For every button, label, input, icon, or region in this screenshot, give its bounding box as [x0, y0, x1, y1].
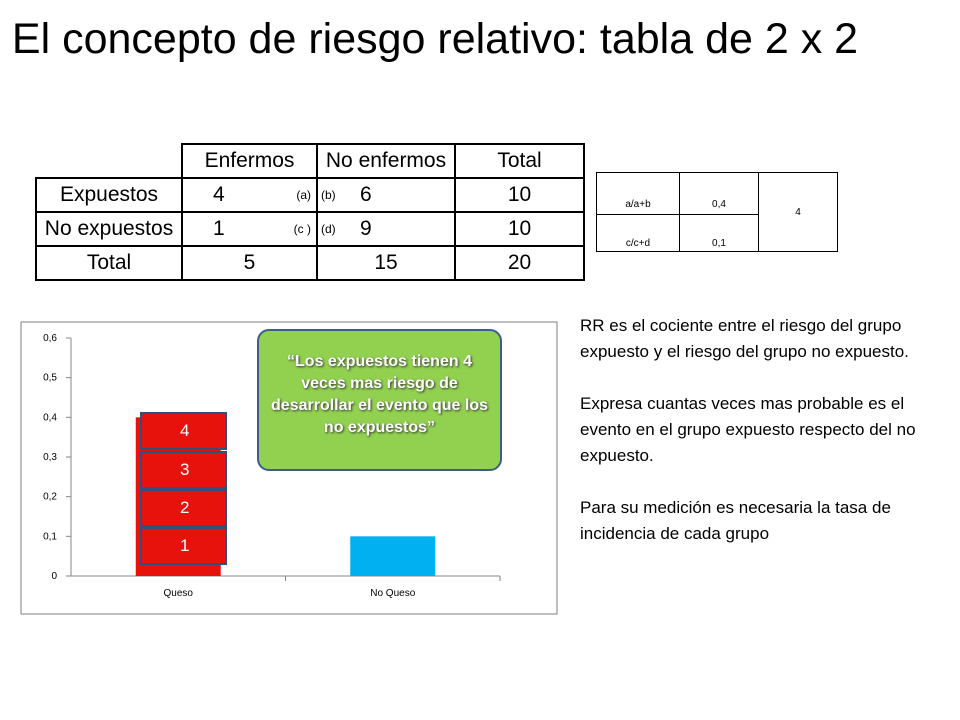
- cell-total-no-expuestos: 10: [455, 212, 584, 246]
- explanation-paragraph-2: Expresa cuantas veces mas probable es el evento en el grupo expuesto respecto del no expuesto.: [580, 394, 916, 465]
- risk-multiple-box-4: 4: [140, 412, 227, 450]
- header-total: Total: [455, 144, 584, 178]
- cell-grand-total: 20: [455, 246, 584, 280]
- table-row: [36, 178, 584, 212]
- ratio-formula-2: c/c+d: [597, 215, 680, 252]
- y-tick-label: 0: [51, 571, 57, 582]
- x-tick-label: No Queso: [370, 588, 416, 599]
- callout-bubble: [257, 329, 502, 471]
- x-tick-label: Queso: [163, 588, 193, 599]
- slide-title: El concepto de riesgo relativo: tabla de 2 x 2: [11, 15, 859, 63]
- table-corner: [36, 144, 182, 178]
- row-label-total: Total: [36, 246, 182, 280]
- bar-no-queso: [350, 536, 435, 576]
- risk-multiple-box-2: 2: [140, 489, 227, 527]
- y-tick-label: 0,5: [43, 372, 57, 384]
- tag-d: (d): [321, 222, 336, 236]
- y-tick-label: 0,1: [43, 531, 57, 543]
- explanation-text: [580, 313, 920, 573]
- y-tick-label: 0,2: [43, 491, 57, 503]
- row-label-expuestos: Expuestos: [36, 178, 182, 212]
- risk-multiple-box-1: 1: [140, 527, 227, 565]
- contingency-table: [35, 143, 585, 281]
- risk-multiple-box-3: 3: [140, 451, 227, 489]
- table-row: [36, 246, 584, 280]
- tag-b: (b): [321, 188, 336, 202]
- explanation-paragraph-3: Para su medición es necesaria la tasa de incidencia de cada grupo: [580, 498, 891, 543]
- row-label-no-expuestos: No expuestos: [36, 212, 182, 246]
- ratio-value-2: 0,1: [680, 215, 759, 252]
- cell-a: [182, 178, 317, 212]
- cell-total-enfermos: 5: [182, 246, 317, 280]
- ratio-table: [596, 172, 838, 252]
- tag-a: (a): [296, 188, 311, 202]
- table-row: [36, 212, 584, 246]
- ratio-formula-1: a/a+b: [597, 173, 680, 215]
- cell-a-value: 4: [213, 183, 225, 206]
- tag-c: (c ): [293, 222, 311, 236]
- header-no-enfermos: No enfermos: [317, 144, 455, 178]
- table-header-row: [36, 144, 584, 178]
- y-tick-label: 0,3: [43, 452, 57, 463]
- cell-b: [317, 178, 455, 212]
- explanation-paragraph-1: RR es el cociente entre el riesgo del grupo expuesto y el riesgo del grupo no expuesto.: [580, 316, 909, 361]
- cell-c: [182, 212, 317, 246]
- cell-total-no-enfermos: 15: [317, 246, 455, 280]
- rr-value: 4: [759, 173, 838, 252]
- cell-d-value: 9: [360, 217, 372, 240]
- cell-c-value: 1: [213, 217, 225, 240]
- cell-total-expuestos: 10: [455, 178, 584, 212]
- ratio-value-1: 0,4: [680, 173, 759, 215]
- callout-text: “Los expuestos tienen 4 veces mas riesgo de desarrollar el evento que los no expuestos”: [271, 353, 488, 436]
- cell-d: [317, 212, 455, 246]
- header-enfermos: Enfermos: [182, 144, 317, 178]
- cell-b-value: 6: [360, 183, 372, 206]
- y-tick-label: 0,4: [43, 412, 57, 424]
- y-tick-label: 0,6: [43, 333, 57, 344]
